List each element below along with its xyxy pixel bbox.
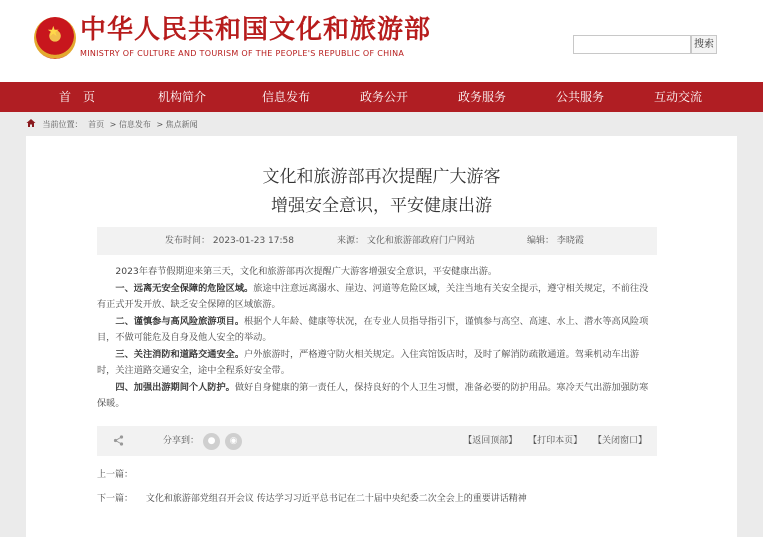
weibo-icon[interactable]: ◉ <box>225 433 242 450</box>
article-meta <box>97 227 657 255</box>
article-point <box>97 347 657 380</box>
point-heading: 一、远离无安全保障的危险区域。 <box>115 282 254 294</box>
share-label: 分享到： <box>163 436 200 446</box>
site-subtitle: MINISTRY OF CULTURE AND TOURISM OF THE PEOPLE'S REPUBLIC OF CHINA <box>80 49 405 58</box>
search-input[interactable] <box>573 35 691 54</box>
wechat-icon[interactable]: ● <box>203 433 220 450</box>
point-heading: 四、加强出游期间个人防护。 <box>115 381 235 393</box>
breadcrumb-label: 当前位置： <box>42 120 83 129</box>
close-window-link[interactable]: 【关闭窗口】 <box>592 436 647 446</box>
main-nav <box>0 82 763 112</box>
back-to-top-link[interactable]: 【返回顶部】 <box>463 436 518 446</box>
article-editor: 编辑： 李晓霞 <box>527 236 584 246</box>
next-label: 下一篇： <box>97 494 134 504</box>
point-heading: 二、谨慎参与高风险旅游项目。 <box>115 315 245 327</box>
article-point <box>97 380 657 413</box>
site-title[interactable]: 中华人民共和国文化和旅游部 <box>80 15 432 45</box>
share-links <box>455 426 647 456</box>
article-title-line2: 增强安全意识，平安健康出游 <box>271 196 492 216</box>
nav-item-interaction[interactable]: 互动交流 <box>653 90 702 104</box>
search-button[interactable]: 搜索 <box>691 35 717 54</box>
article-intro: 2023年春节假期迎来第三天，文化和旅游部再次提醒广大游客增强安全意识，平安健康出游。 <box>115 266 498 277</box>
article-point <box>97 281 657 314</box>
article-body <box>97 264 657 413</box>
nav-item-about[interactable]: 机构简介 <box>157 90 206 104</box>
home-icon <box>26 118 36 128</box>
breadcrumb-home[interactable]: 首页 <box>88 120 105 129</box>
point-text: 根据个人年龄、健康等状况，在专业人员指导指引下，谨慎参与高空、高速、水上、潜水等高风险项目，不做可能危及自身及他人安全的举动。 <box>97 315 649 343</box>
article-source: 来源： 文化和旅游部政府门户网站 <box>337 236 475 246</box>
point-heading: 三、关注消防和道路交通安全。 <box>115 348 245 360</box>
point-text: 户外旅游时，严格遵守防火相关规定。入住宾馆饭店时，及时了解消防疏散通道。驾乘机动车出游时，关注道路交通安全，途中全程系好安全带。 <box>97 348 640 376</box>
site-header <box>0 0 763 82</box>
article-panel <box>26 136 737 537</box>
breadcrumb-news[interactable]: > 信息发布 <box>109 120 151 129</box>
point-text: 旅途中注意远离溺水、崖边、河道等危险区域，关注当地有关安全提示，遵守相关规定，不前往没有正式开发开放、缺乏安全保障的区域旅游。 <box>97 282 649 310</box>
prev-article <box>97 467 133 480</box>
print-page-link[interactable]: 【打印本页】 <box>528 436 583 446</box>
nav-item-news[interactable]: 信息发布 <box>261 90 310 104</box>
share-bar <box>97 426 657 456</box>
nav-item-gov-affairs[interactable]: 政务公开 <box>359 90 408 104</box>
nav-item-public-services[interactable]: 公共服务 <box>555 90 604 104</box>
nav-item-home[interactable]: 首 页 <box>58 90 95 104</box>
share-icon <box>113 435 124 446</box>
article-point <box>97 314 657 347</box>
breadcrumb-focus[interactable]: > 焦点新闻 <box>156 120 198 129</box>
article-title-line1: 文化和旅游部再次提醒广大游客 <box>262 167 501 187</box>
point-text: 做好自身健康的第一责任人，保持良好的个人卫生习惯，准备必要的防护用品。寒冷天气出游加强防寒保暖。 <box>97 381 649 409</box>
national-emblem-icon: ★ <box>34 17 76 59</box>
prev-label: 上一篇： <box>97 470 134 480</box>
publish-time: 发布时间： 2023-01-23 17:58 <box>165 236 294 246</box>
nav-item-gov-services[interactable]: 政务服务 <box>457 90 506 104</box>
next-article-link[interactable]: 文化和旅游部党组召开会议 传达学习习近平总书记在二十届中央纪委二次全会上的重要讲话精神 <box>145 494 527 504</box>
breadcrumb <box>26 118 201 132</box>
next-article <box>97 491 527 504</box>
